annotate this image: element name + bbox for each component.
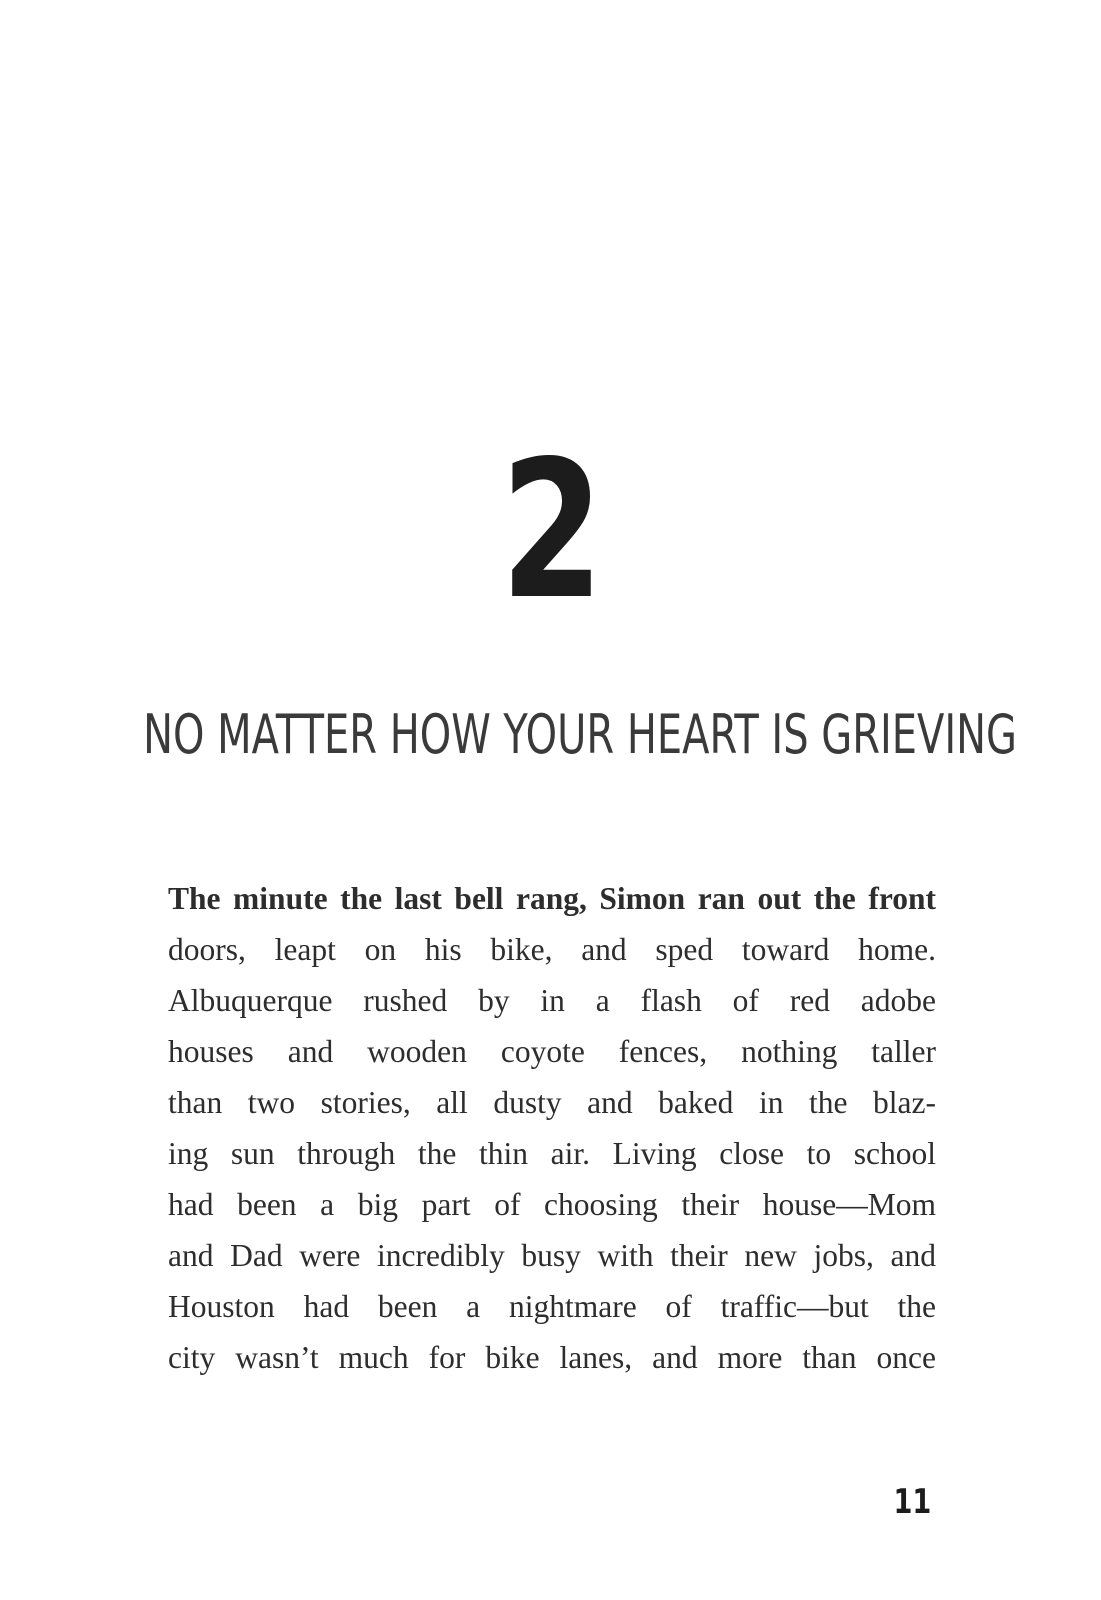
- body-line: Albuquerque rushed by in a flash of red adobe: [168, 983, 936, 1018]
- body-line: ing sun through the thin air. Living close to school: [168, 1136, 936, 1171]
- body-line: and Dad were incredibly busy with their new jobs, and: [168, 1238, 936, 1273]
- chapter-title: NO MATTER HOW YOUR HEART IS GRIEVING: [143, 703, 1018, 766]
- page-number: 11: [893, 1482, 931, 1522]
- body-line: had been a big part of choosing their house—Mom: [168, 1187, 936, 1222]
- body-line: The minute the last bell rang, Simon ran out the front: [168, 881, 936, 916]
- body-paragraph: [168, 873, 936, 1383]
- body-line: Houston had been a nightmare of traffic—but the: [168, 1289, 936, 1324]
- body-line: doors, leapt on his bike, and sped toward home.: [168, 932, 936, 967]
- body-line: houses and wooden coyote fences, nothing taller: [168, 1034, 936, 1069]
- body-line: than two stories, all dusty and baked in the blaz-: [168, 1085, 936, 1120]
- body-line: city wasn’t much for bike lanes, and more than once: [168, 1340, 936, 1375]
- chapter-number: 2: [500, 420, 601, 641]
